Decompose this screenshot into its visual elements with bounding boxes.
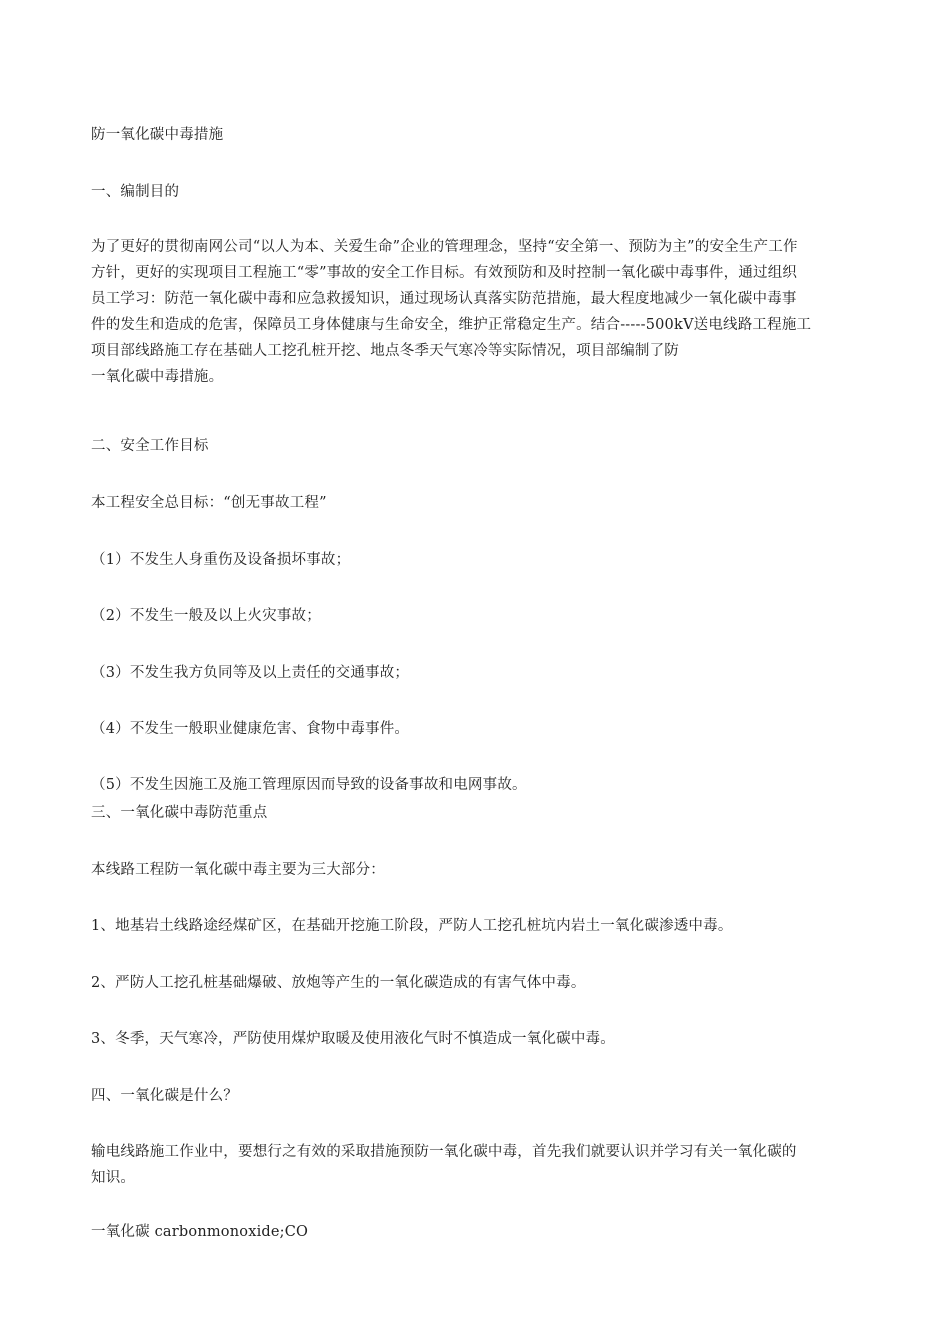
document-title: 防一氧化碳中毒措施 xyxy=(91,127,224,143)
goal-item: （3）不发生我方负同等及以上责任的交通事故； xyxy=(91,665,410,681)
paragraph-line: 件的发生和造成的危害，保障员工身体健康与生命安全，维护正常稳定生产。结合-----500kV送电线路工程施工 xyxy=(91,317,812,333)
prevention-item: 2、严防人工挖孔桩基础爆破、放炮等产生的一氧化碳造成的有害气体中毒。 xyxy=(91,975,586,991)
safety-goal: 本工程安全总目标：“创无事故工程” xyxy=(91,495,327,511)
goal-item: （5）不发生因施工及施工管理原因而导致的设备事故和电网事故。 xyxy=(91,777,527,793)
section-1-paragraph xyxy=(91,234,861,390)
section-4-paragraph xyxy=(91,1139,861,1191)
paragraph-line: 知识。 xyxy=(91,1170,136,1186)
prevention-item: 3、冬季，天气寒冷，严防使用煤炉取暖及使用液化气时不慎造成一氧化碳中毒。 xyxy=(91,1031,615,1047)
co-term: 一氧化碳 carbonmonoxide;CO xyxy=(91,1224,309,1240)
section-heading-3: 三、一氧化碳中毒防范重点 xyxy=(91,805,268,821)
section-heading-2: 二、安全工作目标 xyxy=(91,438,209,454)
paragraph-line: 员工学习：防范一氧化碳中毒和应急救援知识，通过现场认真落实防范措施，最大程度地减少一氧化碳中毒事 xyxy=(91,291,797,307)
paragraph-line: 输电线路施工作业中，要想行之有效的采取措施预防一氧化碳中毒，首先我们就要认识并学习有关一氧化碳的 xyxy=(91,1144,797,1160)
paragraph-line: 方针，更好的实现项目工程施工“零”事故的安全工作目标。有效预防和及时控制一氧化碳中毒事件，通过组织 xyxy=(91,265,798,281)
goal-item: （2）不发生一般及以上火灾事故； xyxy=(91,608,321,624)
section-heading-4: 四、一氧化碳是什么？ xyxy=(91,1088,238,1104)
prevention-intro: 本线路工程防一氧化碳中毒主要为三大部分： xyxy=(91,862,385,878)
paragraph-line: 项目部线路施工存在基础人工挖孔桩开挖、地点冬季天气寒冷等实际情况，项目部编制了防 xyxy=(91,343,679,359)
paragraph-line: 为了更好的贯彻南网公司“以人为本、关爱生命”企业的管理理念，坚持“安全第一、预防为主”的安全生产工作 xyxy=(91,239,798,255)
goal-item: （4）不发生一般职业健康危害、食物中毒事件。 xyxy=(91,721,410,737)
paragraph-line: 一氧化碳中毒措施。 xyxy=(91,369,224,385)
goal-item: （1）不发生人身重伤及设备损坏事故； xyxy=(91,552,351,568)
section-heading-1: 一、编制目的 xyxy=(91,184,180,200)
prevention-item: 1、地基岩土线路途经煤矿区，在基础开挖施工阶段，严防人工挖孔桩坑内岩土一氧化碳渗透中毒。 xyxy=(91,918,733,934)
